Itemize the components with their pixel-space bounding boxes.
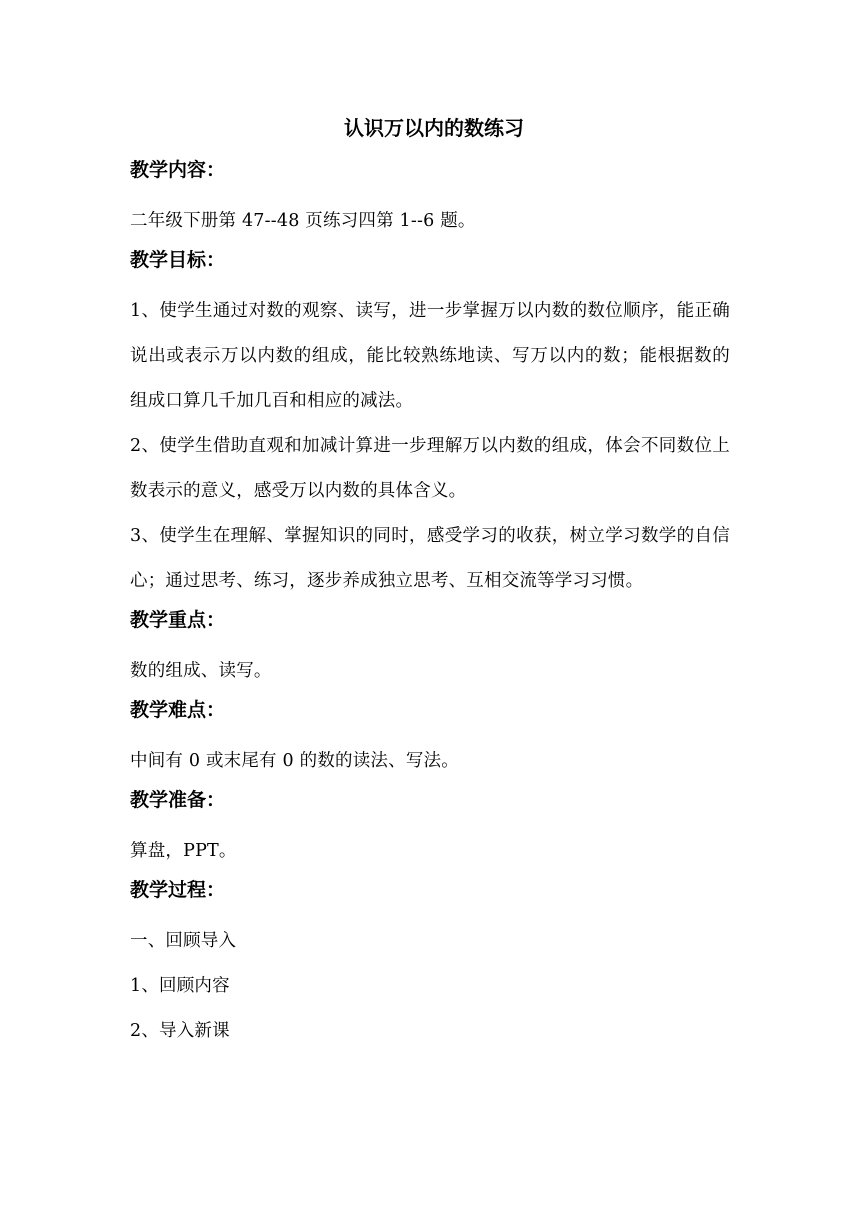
objective-paragraph-3: 3、使学生在理解、掌握知识的同时，感受学习的收获，树立学习数学的自信心；通过思考、练习，逐步养成独立思考、互相交流等学习习惯。 [130, 526, 730, 591]
section-heading-objectives: 教学目标： [130, 249, 226, 271]
section-heading-content: 教学内容： [130, 159, 226, 181]
section-heading-key-points: 教学重点： [130, 609, 226, 631]
key-points-paragraph: 数的组成、读写。 [130, 661, 272, 681]
objective-paragraph-1: 1、使学生通过对数的观察、读写，进一步掌握万以内数的数位顺序，能正确说出或表示万以内数的组成，能比较熟练地读、写万以内的数；能根据数的组成口算几千加几百和相应的减法。 [130, 301, 730, 411]
section-heading-preparation: 教学准备： [130, 789, 226, 811]
process-step-2: 1、回顾内容 [130, 976, 230, 996]
section-heading-process: 教学过程： [130, 879, 226, 901]
document-title: 认识万以内的数练习 [344, 116, 524, 140]
preparation-paragraph: 算盘，PPT。 [130, 841, 237, 861]
objective-paragraph-2: 2、使学生借助直观和加减计算进一步理解万以内数的组成，体会不同数位上数表示的意义，感受万以内数的具体含义。 [130, 436, 730, 501]
difficulties-paragraph: 中间有 0 或末尾有 0 的数的读法、写法。 [130, 751, 459, 771]
document-body [130, 113, 730, 1054]
process-step-3: 2、导入新课 [130, 1021, 230, 1041]
section-heading-difficulties: 教学难点： [130, 699, 226, 721]
process-step-1: 一、回顾导入 [130, 931, 237, 951]
content-paragraph: 二年级下册第 47--48 页练习四第 1--6 题。 [130, 211, 476, 231]
